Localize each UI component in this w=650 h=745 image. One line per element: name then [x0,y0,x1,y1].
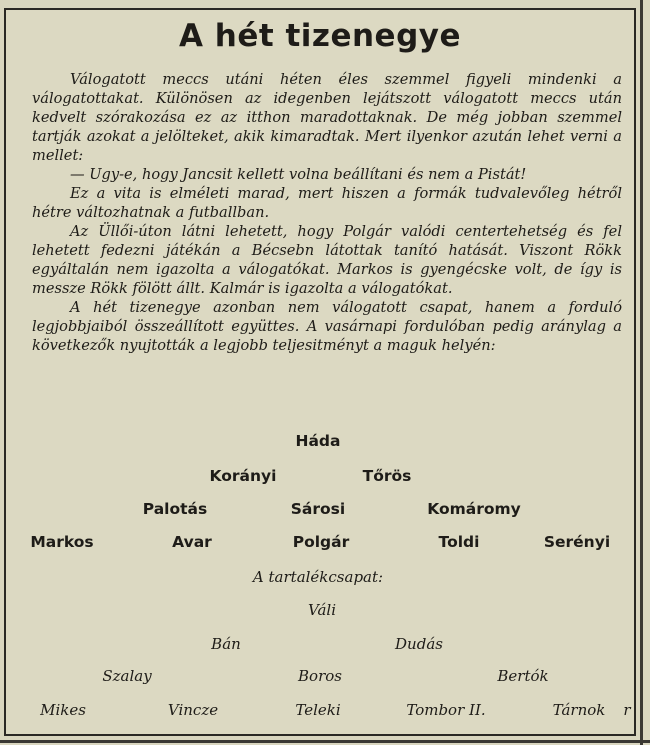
paragraph-quote: — Ugy-e, hogy Jancsit kellett volna beállítani és nem a Pistát! [70,166,527,183]
page-edge-right [640,0,643,745]
paragraph-intro: Válogatott meccs utáni héten éles szemmel figyeli mindenki a válogatottakat. Különösen az idegenben lejátszott válogatott meccs után kedvelt szórakozása ez az itthon maradottaknak. De még jobban szemmel tartják azokat a jelölteket, akik kimaradtak. Mert ilyenkor azután lehet verni a mellet: [32,71,622,164]
reserve-goalkeeper: Váli [308,601,336,619]
player-halfback: Palotás [142,500,208,518]
reserve-back: Bán [211,635,241,653]
reserve-halfback: Szalay [102,667,152,685]
player-forward: Polgár [292,533,350,551]
reserve-label: A tartalékcsapat: [252,568,384,586]
reserve-back: Dudás [395,635,443,653]
player-halfback: Sárosi [290,500,346,518]
player-forward: Toldi [438,533,480,551]
paragraph-debate: Ez a vita is elméleti marad, mert hiszen a formák tudvalevőleg hétről hétre változhatnak a futballban. [32,185,622,221]
player-back: Tőrös [362,467,412,485]
reserve-forward: Mikes [40,701,86,719]
reserve-forward: Tárnok [552,701,606,719]
margin-mark: r [623,701,631,719]
reserve-forward: Tombor II. [406,701,486,719]
paragraph-team: A hét tizenegye azonban nem válogatott csapat, hanem a forduló legjobbjaiból összeállított együttes. A vasárnapi fordulóban pedig aránylag a következők nyujtották a legjobb teljesitményt a maguk helyén: [32,299,622,354]
reserve-forward: Teleki [295,701,341,719]
article-body [32,70,622,355]
player-back: Korányi [209,467,277,485]
article-title: A hét tizenegye [178,18,462,54]
page-edge-bottom [0,740,650,743]
player-forward: Markos [30,533,94,551]
reserve-halfback: Bertók [497,667,549,685]
reserve-forward: Vincze [167,701,219,719]
paragraph-match: Az Üllői-úton látni lehetett, hogy Polgár valódi centertehetség és fel lehetett fedezni játékán a Bécsebn látottak tanító hatását. Viszont Rökk egyáltalán nem igazolta a válogatókat. Markos is gyengécske volt, de így is messze Rökk fölött állt. Kalmár is igazolta a válogatókat. [32,223,622,297]
player-halfback: Komáromy [427,500,521,518]
player-forward: Serényi [543,533,611,551]
reserve-halfback: Boros [298,667,342,685]
player-goalkeeper: Háda [295,432,341,450]
player-forward: Avar [172,533,212,551]
